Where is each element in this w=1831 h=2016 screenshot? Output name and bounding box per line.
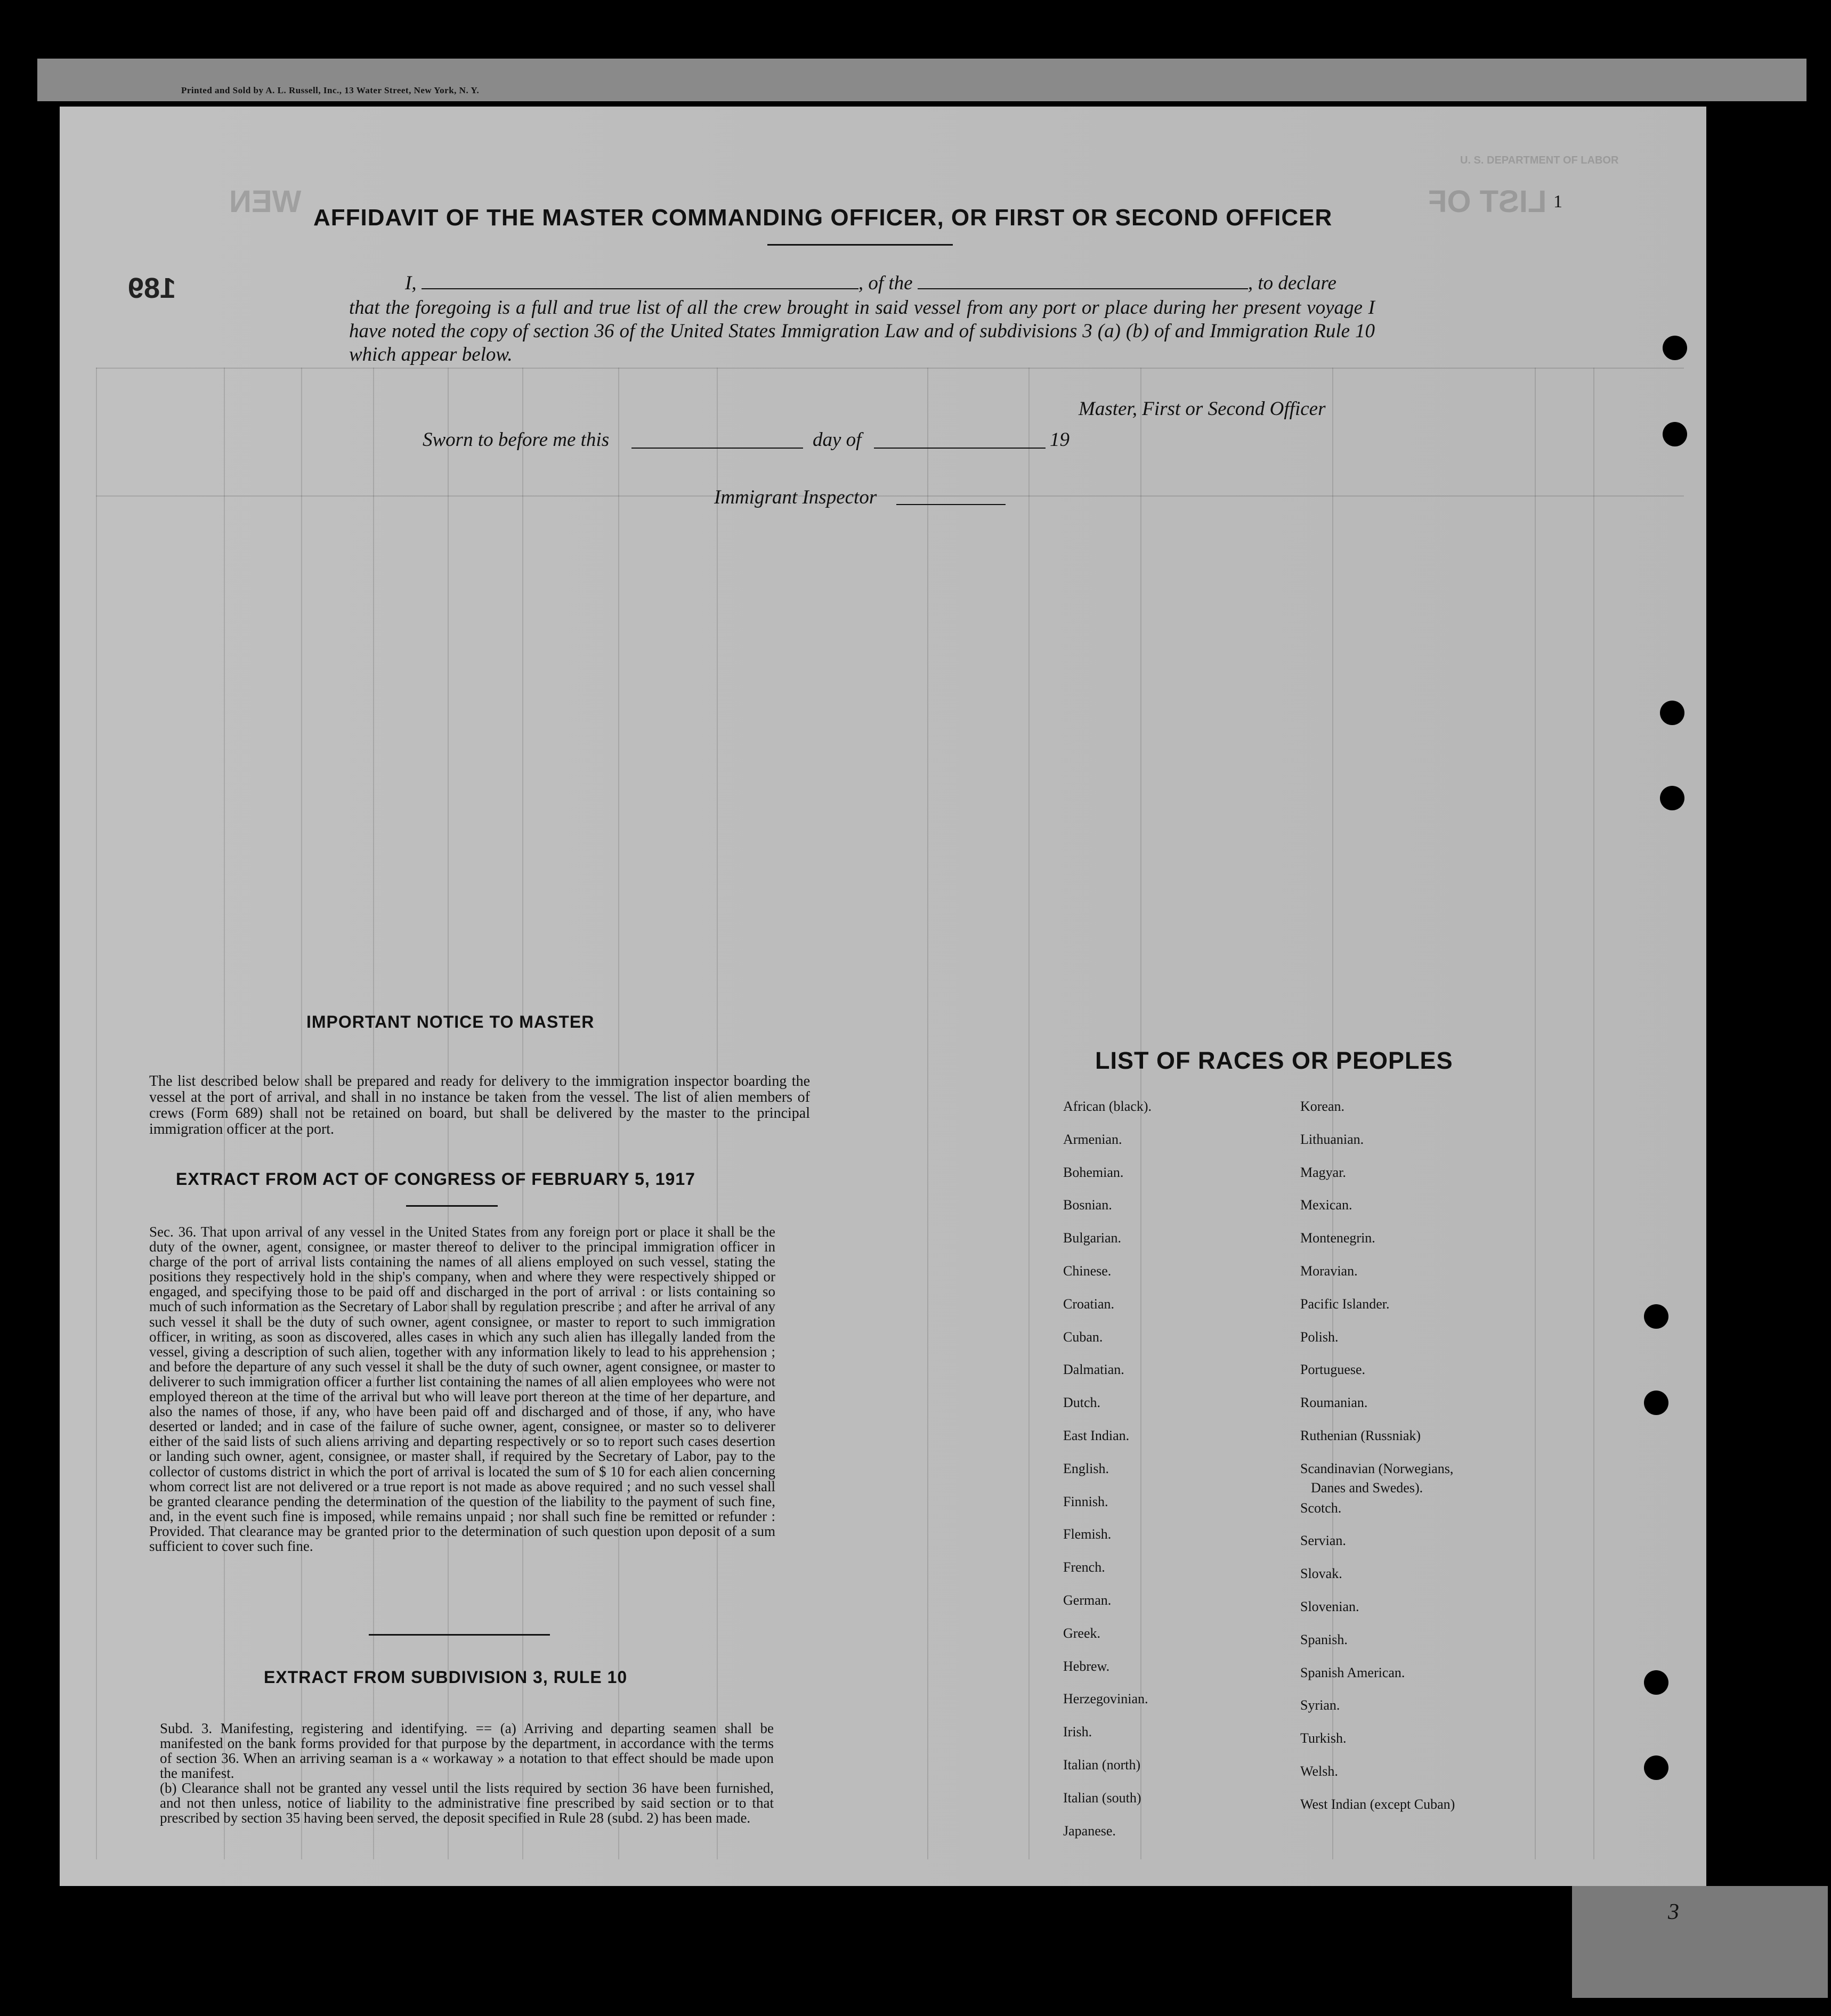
binder-hole [1663,336,1687,360]
race-item: Italian (north) [1063,1757,1141,1773]
race-item: Bosnian. [1063,1197,1112,1213]
extract-act-text: Sec. 36. That upon arrival of any vessel in the United States from any foreign port or place it shall be the duty of the owner, agent, consignee, or master thereof to deliver to the principal immigration officer in charge of the port of arrival lists containing the names of all aliens employed on such vessel, stating the positions they respectively hold in the ship's company, when and where they were respectively shipped or engaged, and specifying those to be paid off and discharged in the port of arrival : or lists containing so much of such information as the Secretary of Labor shall by regulation prescribe ; and after he arrival of any such vessel it shall be the duty of such owner, agent consignee, or master to report to such immigration officer, in writing, as soon as discovered, alles cases in which any such alien has illegally landed from the vessel, giving a description of such alien, together with any information likely to lead to his apprehension ; and before the departure of any such vessel it shall be the duty of such owner, agent consignee, or master to deliverer to such immigration officer a further list containing the names of all alien employees who were not employed thereon at the time of the arrival but who will leave port thereon at the time of her departure, and also the names of those, if any, who have been paid off and discharged and of those, if any, who have deserted or landed; and in case of the failure of suche owner, agent, consignee, or master so to deliverer either of the said lists of such aliens arriving and departing respectively or so to report such cases desertion or landing such owner, agent, consignee, or master shall, if required by the Secretary of Labor, pay to the collector of customs district in which the port of arrival is located the sum of $ 10 for each alien concerning whom correct list are not delivered or a true report is not made as above required ; and no such vessel shall be granted clearance pending the determination of the question of the liability to the payment of such fine, and, in the event such fine is imposed, while remains unpaid ; nor shall such fine be remitted or refunder : Provided. That clearance may be granted prior to the determination of such question upon deposit of a sum sufficient to cover such fine. [149,1224,775,1554]
affidavit-title: AFFIDAVIT OF THE MASTER COMMANDING OFFICER, OR FIRST OR SECOND OFFICER [313,205,1333,231]
affidavit-i-label: I, [405,272,417,294]
race-item: Bohemian. [1063,1165,1124,1180]
binder-hole [1663,422,1687,446]
bleed-through-heading: WEN [229,184,302,219]
table-line [96,495,1684,497]
races-title: LIST OF RACES OR PEOPLES [1095,1047,1453,1074]
race-item: Korean. [1300,1099,1345,1114]
race-item: Chinese. [1063,1263,1112,1279]
binder-hole [1644,1304,1668,1329]
race-item: Italian (south) [1063,1790,1141,1806]
notice-text: The list described below shall be prepared and ready for delivery to the immigration inspector boarding the vessel at the port of arrival, and shall in no instance be taken from the vessel. The list of alien members of crews (Form 689) shall not be retained on board, but shall be delivered by the master to the principal immigration officer at the port. [149,1073,810,1137]
immigrant-inspector-label: Immigrant Inspector [714,486,877,508]
table-line [1028,368,1030,1859]
race-item: German. [1063,1592,1112,1608]
extract-act-title: EXTRACT FROM ACT OF CONGRESS OF FEBRUARY 5, 1917 [176,1169,695,1189]
affidavit-to-declare-label: , to declare [1247,272,1336,294]
race-item: Slovenian. [1300,1599,1359,1614]
race-item: Danes and Swedes). [1311,1480,1423,1495]
race-item: Greek. [1063,1625,1101,1641]
vessel-name-blank[interactable] [918,288,1248,289]
race-item: East Indian. [1063,1428,1130,1443]
day-of-label: day of [813,429,862,451]
table-line [96,368,97,1859]
affidavit-of-the-label: , of the [858,272,913,294]
race-item: Irish. [1063,1724,1092,1739]
race-item: Ruthenian (Russniak) [1300,1428,1421,1443]
race-item: Mexican. [1300,1197,1352,1213]
underlying-page-edge [1572,1886,1828,1998]
race-item: Moravian. [1300,1263,1358,1279]
extract-act-end-rule [369,1634,550,1636]
race-item: Syrian. [1300,1697,1340,1713]
binder-hole [1660,701,1684,725]
binder-hole [1644,1670,1668,1695]
binder-hole [1644,1391,1668,1415]
race-item: English. [1063,1461,1109,1476]
extract-rule-text-a: Subd. 3. Manifesting, registering and identifying. == (a) Arriving and departing seamen shall be manifested on the bank forms provided for that purpose by the department, in accordance with the terms of section 36. When an arriving seaman is a « workaway » a notation to that effect should be made upon the manifest. [160,1720,774,1781]
table-line [1593,368,1594,1859]
race-item: Armenian. [1063,1132,1122,1147]
race-item: Dutch. [1063,1395,1101,1410]
officer-name-blank[interactable] [422,288,858,289]
race-item: Scandinavian (Norwegians, [1300,1461,1454,1476]
page-mark-top: 1 [1553,192,1562,212]
extract-rule-title: EXTRACT FROM SUBDIVISION 3, RULE 10 [264,1668,628,1687]
race-item: Portuguese. [1300,1362,1366,1377]
race-item: Dalmatian. [1063,1362,1124,1377]
table-line [96,368,1684,369]
bleed-through-number: 189 [128,272,176,304]
affidavit-title-rule [767,244,953,246]
race-item: Croatian. [1063,1296,1115,1312]
race-item: Welsh. [1300,1763,1338,1779]
race-item: Spanish. [1300,1632,1348,1647]
sworn-month-blank[interactable] [874,448,1046,449]
race-item: Lithuanian. [1300,1132,1364,1147]
document-sheet [60,107,1706,1886]
inspector-signature-blank[interactable] [896,504,1006,505]
table-line [927,368,928,1859]
race-item: Turkish. [1300,1730,1347,1746]
sworn-before-label: Sworn to before me this [423,429,610,451]
sworn-day-blank[interactable] [631,448,803,449]
page-mark-bottom: 3 [1668,1900,1679,1924]
extract-act-rule [406,1205,498,1207]
race-item: Montenegrin. [1300,1230,1375,1246]
binder-hole [1644,1755,1668,1780]
race-item: Servian. [1300,1533,1346,1548]
race-item: African (black). [1063,1099,1152,1114]
binder-hole [1660,786,1684,810]
race-item: Pacific Islander. [1300,1296,1390,1312]
race-item: Polish. [1300,1329,1339,1345]
race-item: Finnish. [1063,1494,1108,1509]
printer-line: Printed and Sold by A. L. Russell, Inc., 13 Water Street, New York, N. Y. [181,85,480,95]
race-item: French. [1063,1559,1105,1575]
race-item: Scotch. [1300,1500,1342,1516]
race-item: Flemish. [1063,1526,1112,1542]
notice-title: IMPORTANT NOTICE TO MASTER [306,1012,595,1031]
race-item: Japanese. [1063,1823,1116,1839]
master-signature-label: Master, First or Second Officer [1079,398,1326,420]
race-item: West Indian (except Cuban) [1300,1796,1455,1812]
year-prefix: 19 [1050,429,1070,451]
race-item: Hebrew. [1063,1659,1110,1674]
bleed-through-form: U. S. DEPARTMENT OF LABOR [1460,155,1619,166]
table-line [1535,368,1536,1859]
race-item: Slovak. [1300,1566,1342,1581]
race-item: Bulgarian. [1063,1230,1122,1246]
race-item: Roumanian. [1300,1395,1368,1410]
affidavit-body: that the foregoing is a full and true list of all the crew brought in said vessel from any port or place during her present voyage I have noted the copy of section 36 of the United States Immigration Law and of subdivisions 3 (a) (b) of and Immigration Rule 10 which appear below. [349,297,1375,365]
bleed-through-heading-right: LIST OF [1428,184,1547,219]
race-item: Herzegovinian. [1063,1691,1148,1706]
race-item: Spanish American. [1300,1665,1405,1680]
race-item: Magyar. [1300,1165,1346,1180]
race-item: Cuban. [1063,1329,1103,1345]
extract-rule-text-b: (b) Clearance shall not be granted any vessel until the lists required by section 36 have been furnished, and not then unless, notice of liability to the administrative fine prescribed by said section or to that prescribed by section 35 having been served, the deposit specified in Rule 28 (subd. 2) has been made. [160,1780,774,1826]
affidavit-line-1 [405,272,1336,295]
